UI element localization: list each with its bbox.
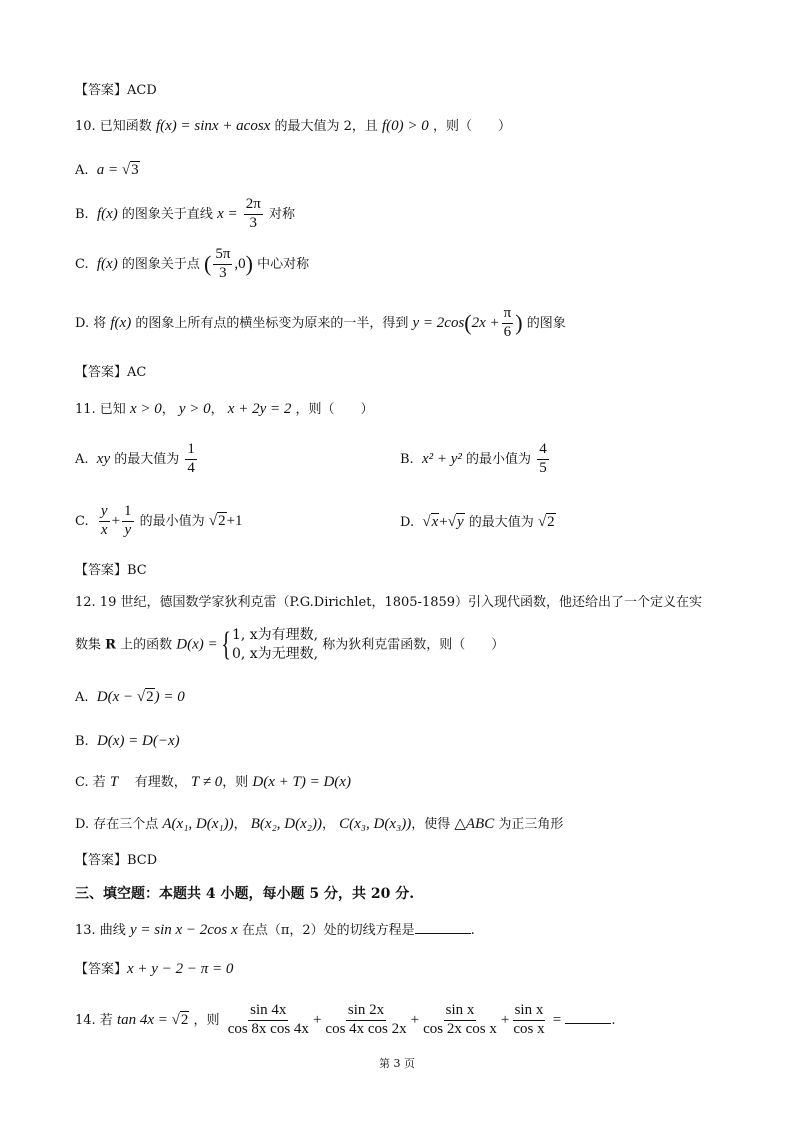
question-14: 14. 若 tan 4x = √2 ，则 $\frac{\sin 4x}{\text{cos 8x cos 4x}}$ + $\frac{\sin 2x}{\text{cos 4x cos 2x}}$ + $\frac{\text{sin x}}{\text{cos 2x cos x}}$ + $\frac{\text{sin x}}{\text{cos x}}$ = . (75, 1002, 616, 1037)
answer-11: 【答案】BC (75, 563, 147, 578)
answer-10: 【答案】AC (75, 365, 147, 380)
question-13: 13. 曲线 y = sin x − 2cos x 在点（π，2）处的切线方程是 . (75, 922, 475, 938)
q10-option-d: D. 将 f(x) 的图象上所有点的横坐标变为原来的一半，得到 y = 2cos(2x + $\frac{\pi}{6}$ ) 的图象 (75, 305, 566, 340)
q12-option-b: B. D(x) = D(−x) (75, 733, 180, 749)
q10-option-c: C. f(x) 的图象关于点 ( $\frac{5\pi}{3}$ ,0) 中心对称 (75, 246, 310, 281)
answer-13: 【答案】x + y − 2 − π = 0 (75, 961, 234, 977)
answer-blank[interactable] (565, 1011, 611, 1024)
q10-option-a: A. a = √3 (75, 162, 139, 178)
q12-option-d: D. 存在三个点 A(x₁, D(x₁))， B(x₂, D(x₂))， C(x₃, D(x₃))，使得 △ABC 为正三角形 (75, 816, 564, 832)
q11-option-b: B. x² + y² 的最小值为 $\frac{4}{5}$ (400, 441, 547, 476)
answer-9: 【答案】ACD (75, 83, 157, 98)
q12-option-a: A. D(x − √2) = 0 (75, 689, 185, 705)
page-number: 第 3 页 (379, 1057, 415, 1070)
answer-12: 【答案】BCD (75, 853, 158, 868)
question-10-stem: 10. 已知函数 f(x) = sinx + acosx 的最大值为 2，且 f(0) > 0 ，则（ ） (75, 118, 511, 134)
question-12-line2: 数集 R 上的函数 D(x) ={ 1, x为有理数, 0, x为无理数, 称为狄利克雷函数，则（ ） (75, 625, 505, 663)
q10-option-b: B. f(x) 的图象关于直线 x = $\frac{2\pi}{3}$ 对称 (75, 196, 295, 231)
q12-option-c: C. 若 T 有理数， T ≠ 0，则 D(x + T) = D(x) (75, 774, 351, 790)
question-11-stem: 11. 已知 x > 0， y > 0， x + 2y = 2 ，则（ ） (75, 401, 374, 417)
q11-option-a: A. xy 的最大值为 $\frac{1}{4}$ (75, 441, 195, 476)
question-12-line1: 12. 19 世纪，德国数学家狄利克雷（P.G.Dirichlet，1805-1859）引入现代函数，他还给出了一个定义在实 (75, 595, 703, 610)
q11-option-d: D. √x+√y 的最大值为 √2 (400, 514, 555, 530)
section-heading: 三、填空题：本题共 4 小题，每小题 5 分，共 20 分. (75, 886, 415, 902)
answer-blank[interactable] (415, 921, 471, 934)
q11-option-c: C. $\frac{y}{x}$ + $\frac{1}{y}$ 的最小值为 √2+1 (75, 503, 243, 538)
